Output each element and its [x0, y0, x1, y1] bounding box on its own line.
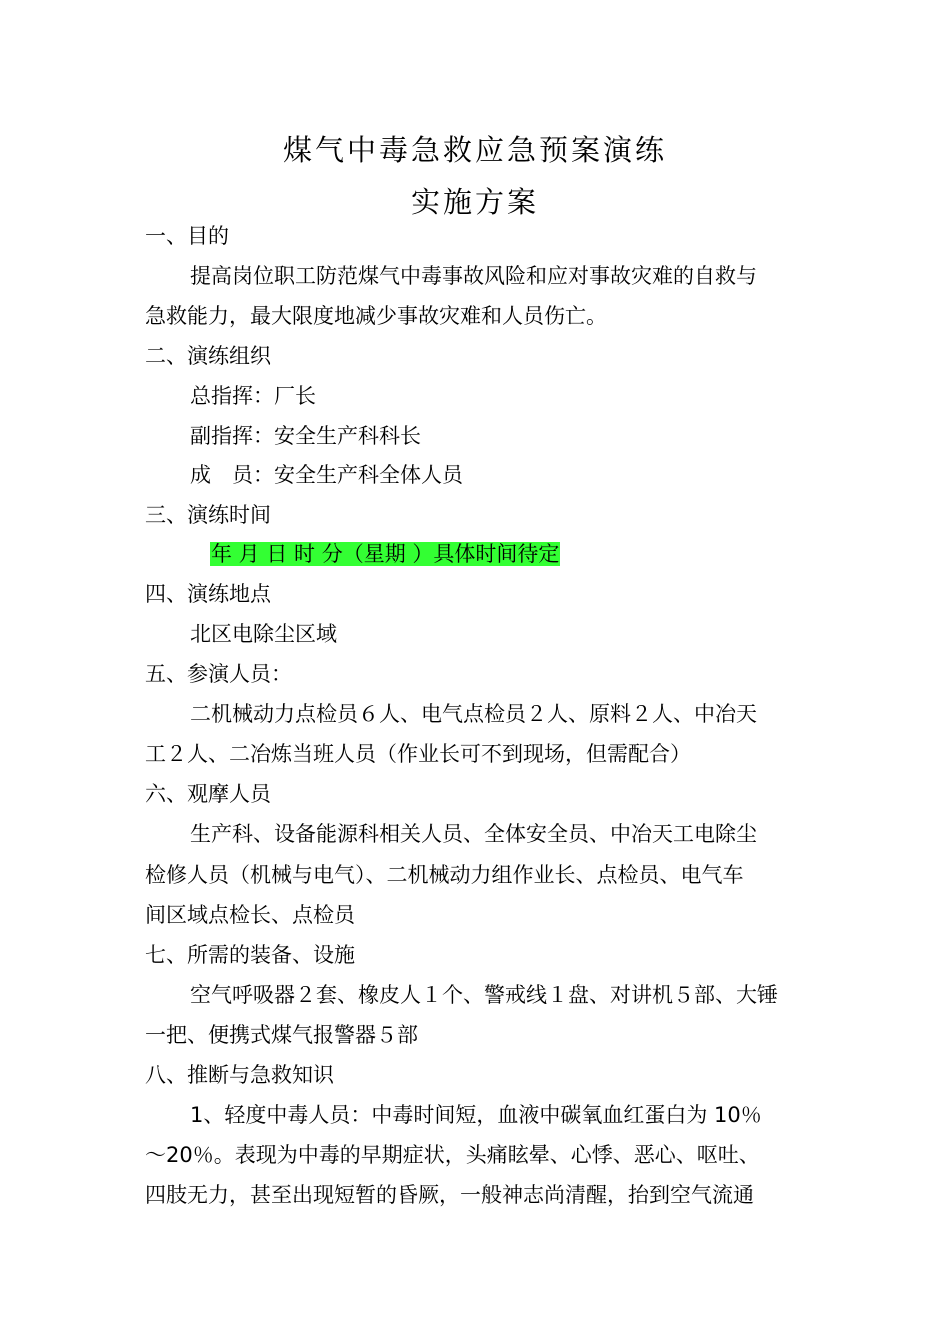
paragraph-line: 提高岗位职工防范煤气中毒事故风险和应对事故灾难的自救与	[190, 264, 757, 288]
document-title: 煤气中毒急救应急预案演练	[282, 133, 667, 167]
highlighted-time-text: 年 月 日 时 分（星期 ）具体时间待定	[211, 542, 560, 566]
document-subtitle: 实施方案	[410, 185, 539, 219]
section-heading-location: 四、演练地点	[145, 582, 271, 606]
paragraph-line: 1、轻度中毒人员：中毒时间短，血液中碳氧血红蛋白为 10％	[190, 1103, 762, 1127]
paragraph-line: 急救能力，最大限度地减少事故灾难和人员伤亡。	[145, 304, 607, 328]
drill-time-line	[210, 540, 810, 568]
section-heading-equipment: 七、所需的装备、设施	[145, 943, 355, 967]
paragraph-line: 间区域点检长、点检员	[145, 903, 355, 927]
members-line: 成 员：安全生产科全体人员	[190, 463, 463, 487]
section-heading-observers: 六、观摩人员	[145, 782, 271, 806]
paragraph-line: 一把、便携式煤气报警器５部	[145, 1023, 418, 1047]
section-heading-time: 三、演练时间	[145, 503, 271, 527]
paragraph-line: ～20％。表现为中毒的早期症状，头痛眩晕、心悸、恶心、呕吐、	[145, 1143, 760, 1167]
paragraph-line: 二机械动力点检员６人、电气点检员２人、原料２人、中冶天	[190, 702, 757, 726]
paragraph-line: 检修人员（机械与电气）、二机械动力组作业长、点检员、电气车	[145, 863, 744, 887]
paragraph-line: 空气呼吸器２套、橡皮人１个、警戒线１盘、对讲机５部、大锤	[190, 983, 778, 1007]
location-line: 北区电除尘区域	[190, 622, 337, 646]
section-heading-participants: 五、参演人员：	[145, 662, 292, 686]
paragraph-line: 工２人、二冶炼当班人员（作业长可不到现场，但需配合）	[145, 742, 691, 766]
section-heading-organization: 二、演练组织	[145, 344, 271, 368]
deputy-commander-line: 副指挥：安全生产科科长	[190, 424, 421, 448]
section-heading-first-aid: 八、推断与急救知识	[145, 1063, 334, 1087]
paragraph-line: 生产科、设备能源科相关人员、全体安全员、中冶天工电除尘	[190, 822, 757, 846]
commander-line: 总指挥：厂长	[190, 384, 316, 408]
section-heading-purpose: 一、目的	[145, 224, 229, 248]
paragraph-line: 四肢无力，甚至出现短暂的昏厥，一般神志尚清醒，抬到空气流通	[145, 1183, 754, 1207]
